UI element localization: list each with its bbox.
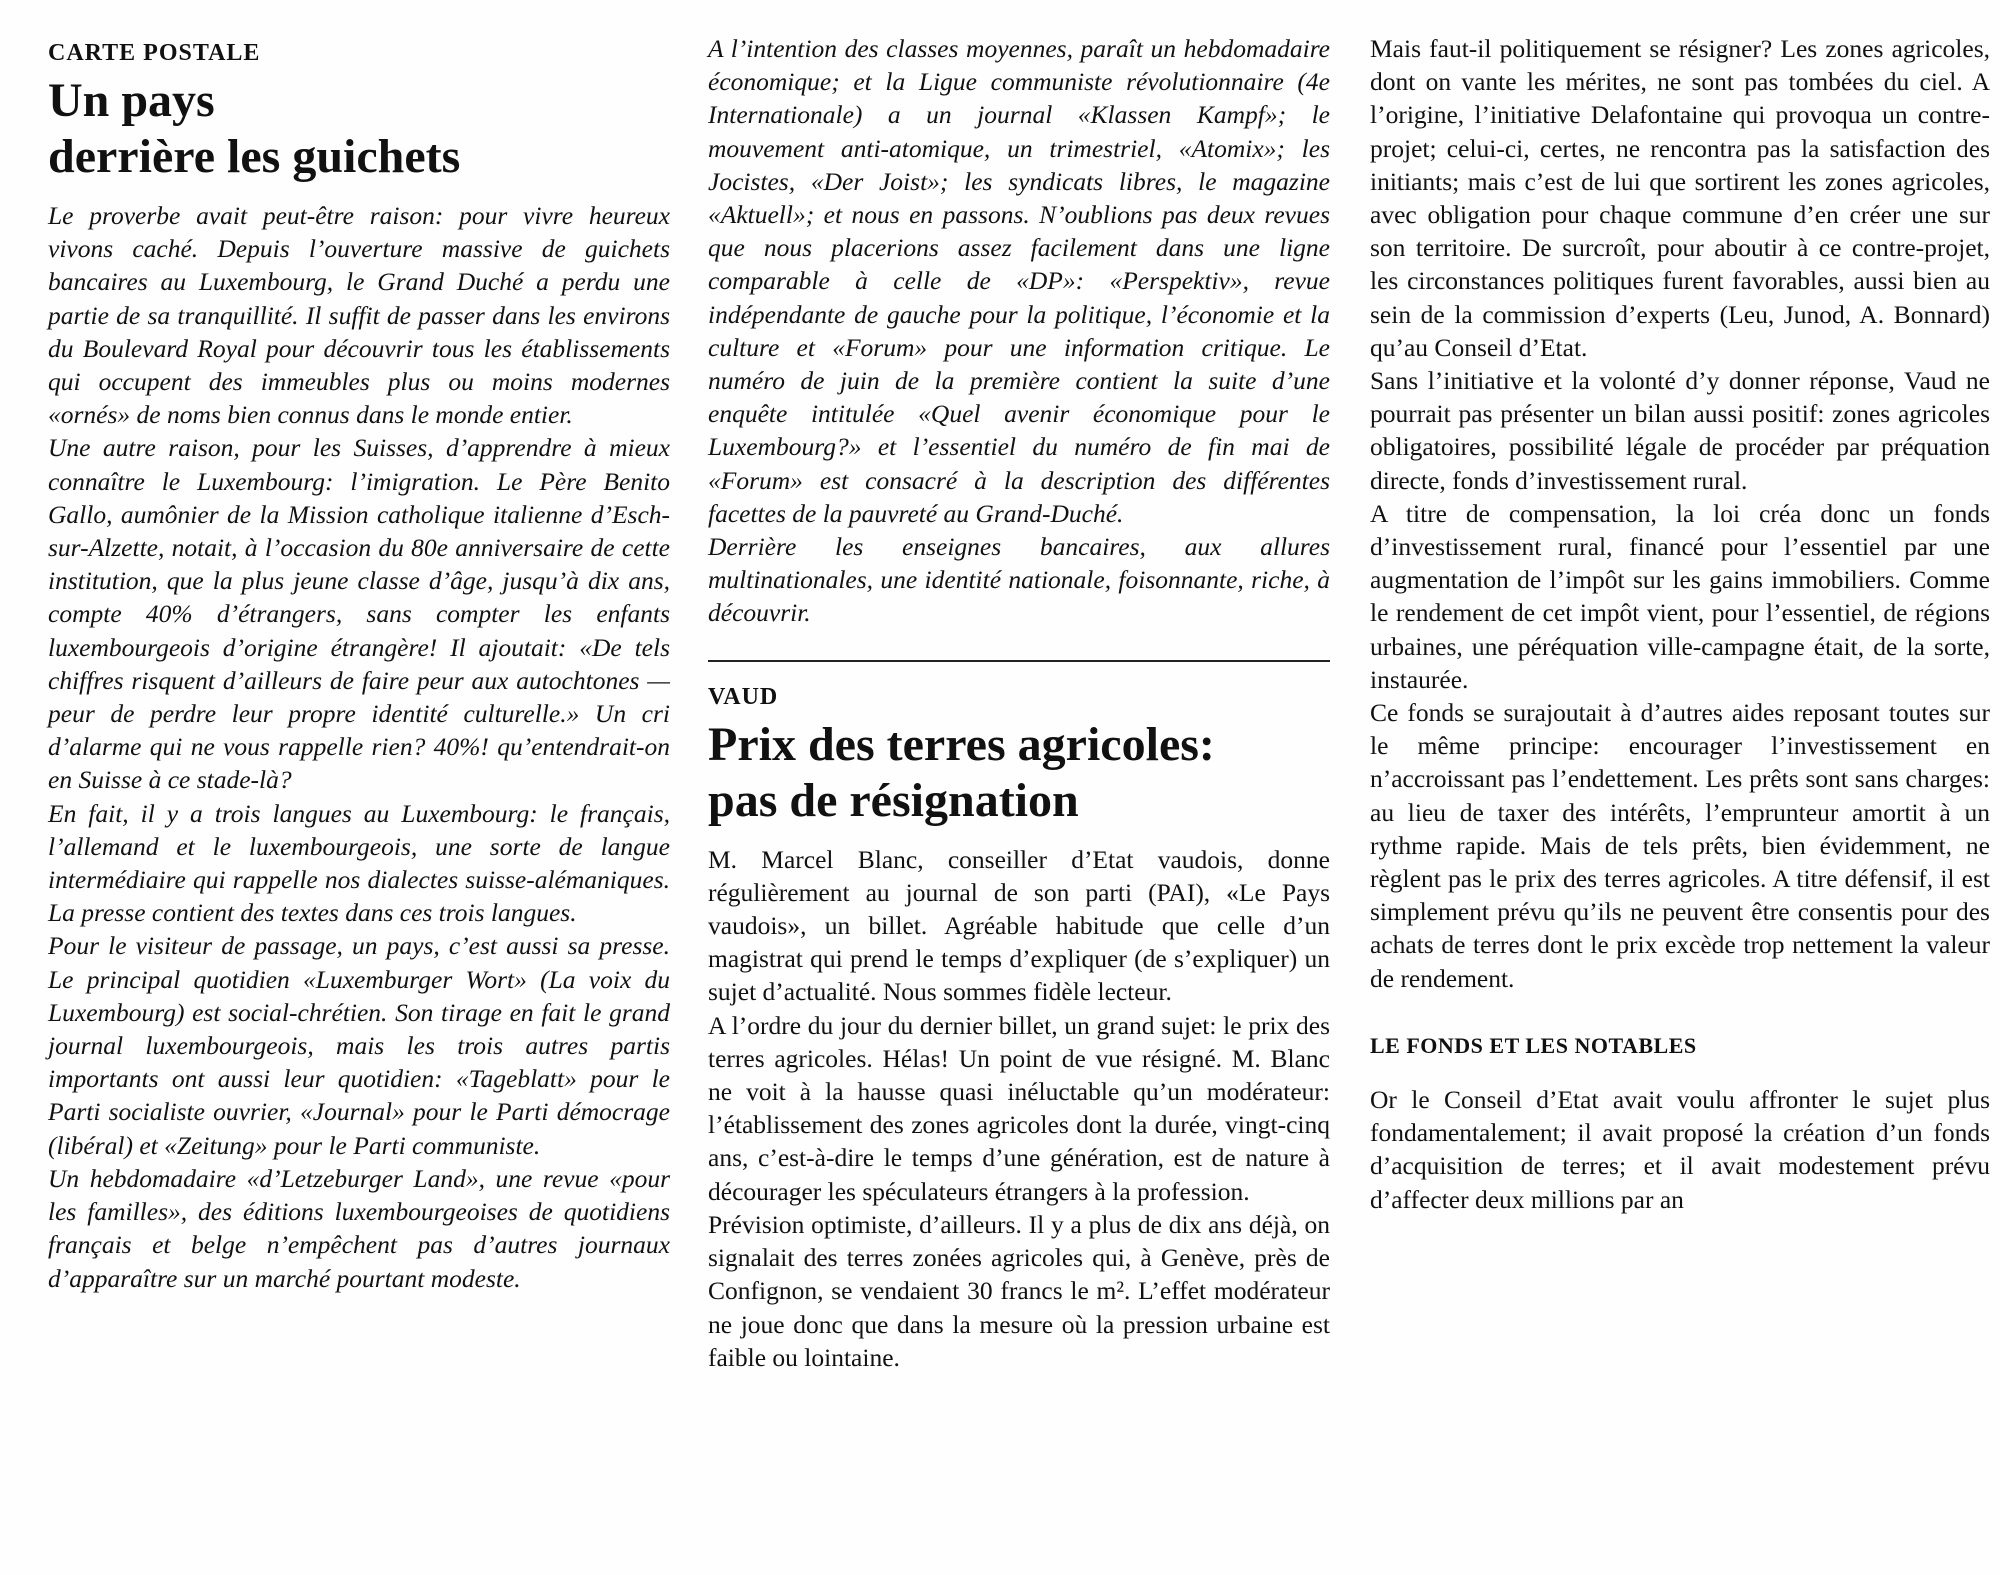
article1-title-line1: Un pays — [48, 74, 215, 127]
column-3 — [1370, 32, 1990, 1216]
article2-title-line1: Prix des terres agricoles: — [708, 717, 1215, 771]
article2-paragraph: Mais faut-il politiquement se résigner? Les zones agricoles, dont on vante les mérites, ne sont pas tombées du ciel. A l’origine, l’initiative Delafontaine qui provoqua un contre-projet; celui-ci, certes, ne rencontra pas la satisfaction des initiants; mais c’est de lui que sortirent les zones agricoles, avec obligation pour chaque commune d’en créer une sur son territoire. De surcroît, pour aboutir à ce contre-projet, les circonstances politiques furent favorables, aussi bien au sein de la commission d’experts (Leu, Junod, A. Bonnard) qu’au Conseil d’Etat. — [1370, 34, 1990, 362]
article1-body-part2 — [708, 32, 1330, 630]
article1-paragraph: Derrière les enseignes bancaires, aux allures multinationales, une identité nationale, foisonnante, riche, à découvrir. — [708, 532, 1330, 628]
article2-paragraph: A l’ordre du jour du dernier billet, un grand sujet: le prix des terres agricoles. Hélas! Un point de vue résigné. M. Blanc ne voit à la hausse quasi inéluctable qu’un modérateur: l’établissement des zones agricoles dont la durée, vingt-cinq ans, c’est-à-dire le temps d’une génération, est de nature à décourager les spéculateurs étrangers à la profession. — [708, 1010, 1330, 1206]
article2-subhead: LE FONDS ET LES NOTABLES — [1370, 1032, 1697, 1058]
article2-paragraph: Or le Conseil d’Etat avait voulu affronter le sujet plus fondamentalement; il avait proposé la création d’un fonds d’acquisition de terres; et il avait modestement prévu d’affecter deux millions par an — [1370, 1084, 1990, 1214]
article2-paragraph: Ce fonds se surajoutait à d’autres aides reposant toutes sur le même principe: encourager l’investissement en n’accroissant pas l’endettement. Les prêts sont sans charges: au lieu de taxer des intérêts, l’emprunteur amortit à un rythme rapide. Mais de tels prêts, bien évidemment, ne règlent pas le prix des terres agricoles. A titre défensif, il est simplement prévu qu’ils ne peuvent être consentis pour des achats de terres dont le prix excède trop nettement la valeur de rendement. — [1370, 698, 1990, 993]
article2-body-part2 — [1370, 32, 1990, 995]
column-1 — [48, 32, 670, 1295]
article1-paragraph: A l’intention des classes moyennes, paraît un hebdomadaire économique; et la Ligue communiste révolutionnaire (4e Internationale) a un journal «Klassen Kampf»; le mouvement anti-atomique, un trimestriel, «Atomix»; les Jocistes, «Der Joist»; les syndicats libres, le magazine «Aktuell»; et nous en passons. N’oublions pas deux revues que nous placerions assez facilement dans une ligne comparable à celle de «DP»: «Perspektiv», revue indépendante de gauche pour la politique, l’économie et la culture et «Forum» pour une information critique. Le numéro de juin de la première contient la suite d’une enquête intitulée «Quel avenir économique pour le Luxembourg?» et l’essentiel du numéro de fin mai de «Forum» est consacré à la description des différentes facettes de la pauvreté au Grand-Duché. — [708, 34, 1330, 528]
article2-paragraph: M. Marcel Blanc, conseiller d’Etat vaudois, donne régulièrement au journal de son parti (PAI), «Le Pays vaudois», un billet. Agréable habitude que celle d’un magistrat qui prend le temps d’expliquer (de s’expliquer) un sujet d’actualité. Nous sommes fidèle lecteur. — [708, 844, 1330, 1007]
article2-paragraph: Sans l’initiative et la volonté d’y donner réponse, Vaud ne pourrait pas présenter un bilan aussi positif: zones agricoles obligatoires, possibilité légale de procéder par préquation directe, fonds d’investissement rural. — [1370, 366, 1990, 495]
article1-paragraph: Pour le visiteur de passage, un pays, c’est aussi sa presse. Le principal quotidien «Luxemburger Wort» (La voix du Luxembourg) est social-chrétien. Son tirage en fait le grand journal luxembourgeois, mais les trois autres partis importants ont aussi leur quotidien: «Tageblatt» pour le Parti socialiste ouvrier, «Journal» pour le Parti démocrage (libéral) et «Zeitung» pour le Parti communiste. — [48, 931, 670, 1160]
article1-headline — [48, 73, 670, 185]
article1-kicker: CARTE POSTALE — [48, 40, 261, 66]
article2-title-line2: pas de résignation — [708, 773, 1079, 827]
column-2 — [708, 32, 1330, 1374]
article2-paragraph: A titre de compensation, la loi créa donc un fonds d’investissement rural, financé pour l’essentiel par une augmentation de l’impôt sur les gains immobiliers. Comme le rendement de cet impôt vient, pour l’essentiel, de régions urbaines, une péréquation ville-campagne était, de la sorte, instaurée. — [1370, 498, 1990, 694]
article-divider — [708, 660, 1330, 662]
article2-paragraph: Prévision optimiste, d’ailleurs. Il y a plus de dix ans déjà, on signalait des terres zonées agricoles qui, à Genève, près de Confignon, se vendaient 30 francs le m². L’effet modérateur ne joue donc que dans la mesure où la pression urbaine est faible ou lointaine. — [708, 1209, 1330, 1372]
article2-body-part3 — [1370, 1083, 1990, 1216]
article1-paragraph: En fait, il y a trois langues au Luxembourg: le français, l’allemand et le luxembourgeois, une sorte de langue intermédiaire qui rappelle nos dialectes suisse-alémaniques. La presse contient des textes dans ces trois langues. — [48, 798, 670, 928]
article1-title-line2: derrière les guichets — [48, 130, 461, 183]
article1-paragraph: Un hebdomadaire «d’Letzeburger Land», une revue «pour les familles», des éditions luxembourgeoises de quotidiens français et belge n’empêchent pas d’autres journaux d’apparaître sur un marché pourtant modeste. — [48, 1163, 670, 1293]
article1-paragraph: Une autre raison, pour les Suisses, d’apprendre à mieux connaître le Luxembourg: l’imigration. Le Père Benito Gallo, aumônier de la Mission catholique italienne d’Esch-sur-Alzette, notait, à l’occasion du 80e anniversaire de cette institution, que la plus jeune classe d’âge, jusqu’à dix ans, compte 40% d’étrangers, sans compter les enfants luxembourgeois d’origine étrangère! Il ajoutait: «De tels chiffres risquent d’ailleurs de faire peur aux autochtones — peur de perdre leur propre identité culturelle.» Un cri d’alarme qui ne vous rappelle rien? 40%! qu’entendrait-on en Suisse à ce stade-là? — [48, 433, 670, 795]
article2-kicker: VAUD — [708, 683, 779, 710]
article1-body-part1 — [48, 199, 670, 1295]
article2-headline — [708, 717, 1330, 829]
article2-body-part1 — [708, 843, 1330, 1374]
article1-paragraph: Le proverbe avait peut-être raison: pour vivre heureux vivons caché. Depuis l’ouverture massive de guichets bancaires au Luxembourg, le Grand Duché a perdu une partie de sa tranquillité. Il suffit de passer dans les environs du Boulevard Royal pour découvrir tous les établissements qui occupent des immeubles plus ou moins modernes «ornés» de noms bien connus dans le monde entier. — [48, 201, 670, 430]
